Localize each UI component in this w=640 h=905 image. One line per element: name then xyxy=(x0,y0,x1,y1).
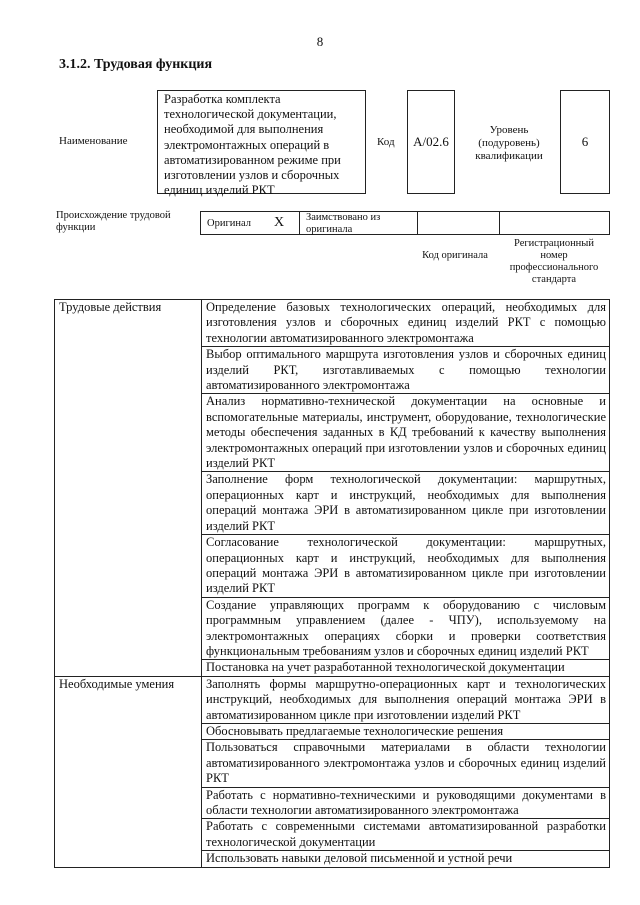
skill-item: Работать с современными системами автоматизированной разработки технологической документации xyxy=(202,819,610,851)
skill-item: Обосновывать предлагаемые технологические решения xyxy=(202,723,610,739)
origin-row xyxy=(200,211,610,235)
name-value: Разработка комплекта технологической документации, необходимой для выполнения электромонтажных операций в автоматизированном режиме при изготовлении узлов и сборочных единиц изделий РКТ xyxy=(157,90,366,194)
required-skills-label: Необходимые умения xyxy=(55,676,202,867)
code-label: Код xyxy=(377,136,395,148)
level-value: 6 xyxy=(560,90,610,194)
code-original-label: Код оригинала xyxy=(422,250,488,261)
original-label: Оригинал xyxy=(207,218,251,229)
labor-actions-label: Трудовые действия xyxy=(55,300,202,677)
reg-number-cell xyxy=(500,211,610,235)
origin-label: Происхождение трудовой функции xyxy=(56,210,171,233)
code-value: A/02.6 xyxy=(407,90,455,194)
labor-action-item: Выбор оптимального маршрута изготовления узлов и сборочных единиц изделий РКТ, изготавливаемых с помощью технологии автоматизированного электромонтажа xyxy=(202,347,610,394)
labor-action-item: Определение базовых технологических операций, необходимых для изготовления узлов и сборочных единиц изделий РКТ с помощью технологии автоматизированного электромонтажа xyxy=(202,300,610,347)
table-row xyxy=(55,300,610,347)
labor-action-item: Создание управляющих программ к оборудованию с числовым программным управлением (далее - ЧПУ), используемому на электромонтажных операциях сборки и проверки соответствия функциональным требованиям узлов и сборочных единиц изделий РКТ xyxy=(202,597,610,660)
table-row xyxy=(55,676,610,723)
section-title: 3.1.2. Трудовая функция xyxy=(59,57,213,72)
reg-number-label: Регистрационный номер профессионального стандарта xyxy=(509,238,599,285)
labor-action-item: Анализ нормативно-технической документации на основные и вспомогательные материалы, инструмент, оборудование, технологические методы обеспечения заданных в КД требований к качеству выполнения электромонтажных операций при изготовлении узлов и сборочных единиц изделий РКТ xyxy=(202,394,610,472)
function-table xyxy=(54,299,610,868)
skill-item: Использовать навыки деловой письменной и устной речи xyxy=(202,851,610,867)
borrowed-cell xyxy=(300,211,418,235)
labor-action-item: Заполнение форм технологической документации: маршрутных, операционных карт и инструкций, необходимых для выполнения операций монтажа ЭРИ в автоматизированном цикле при изготовлении изделий РКТ xyxy=(202,472,610,535)
skill-item: Заполнять формы маршрутно-операционных карт и технологических инструкций, необходимых для выполнения операций монтажа ЭРИ в автоматизированном цикле при изготовлении изделий РКТ xyxy=(202,676,610,723)
borrowed-label: Заимствовано из оригинала xyxy=(306,212,381,235)
labor-action-item: Постановка на учет разработанной технологической документации xyxy=(202,660,610,676)
code-original-cell xyxy=(418,211,500,235)
original-mark: X xyxy=(274,215,285,230)
skill-item: Пользоваться справочными материалами в области технологии автоматизированного электромонтажа узлов и сборочных единиц изделий РКТ xyxy=(202,740,610,787)
level-label: Уровень (подуровень) квалификации xyxy=(475,124,543,162)
labor-action-item: Согласование технологической документации: маршрутных, операционных карт и инструкций, необходимых для выполнения операций монтажа ЭРИ в автоматизированном цикле при изготовлении изделий РКТ xyxy=(202,535,610,598)
original-cell xyxy=(200,211,300,235)
skill-item: Работать с нормативно-техническими и руководящими документами в области технологии автоматизированного электромонтажа xyxy=(202,787,610,819)
page-number: 8 xyxy=(316,34,324,49)
name-label: Наименование xyxy=(59,135,128,147)
